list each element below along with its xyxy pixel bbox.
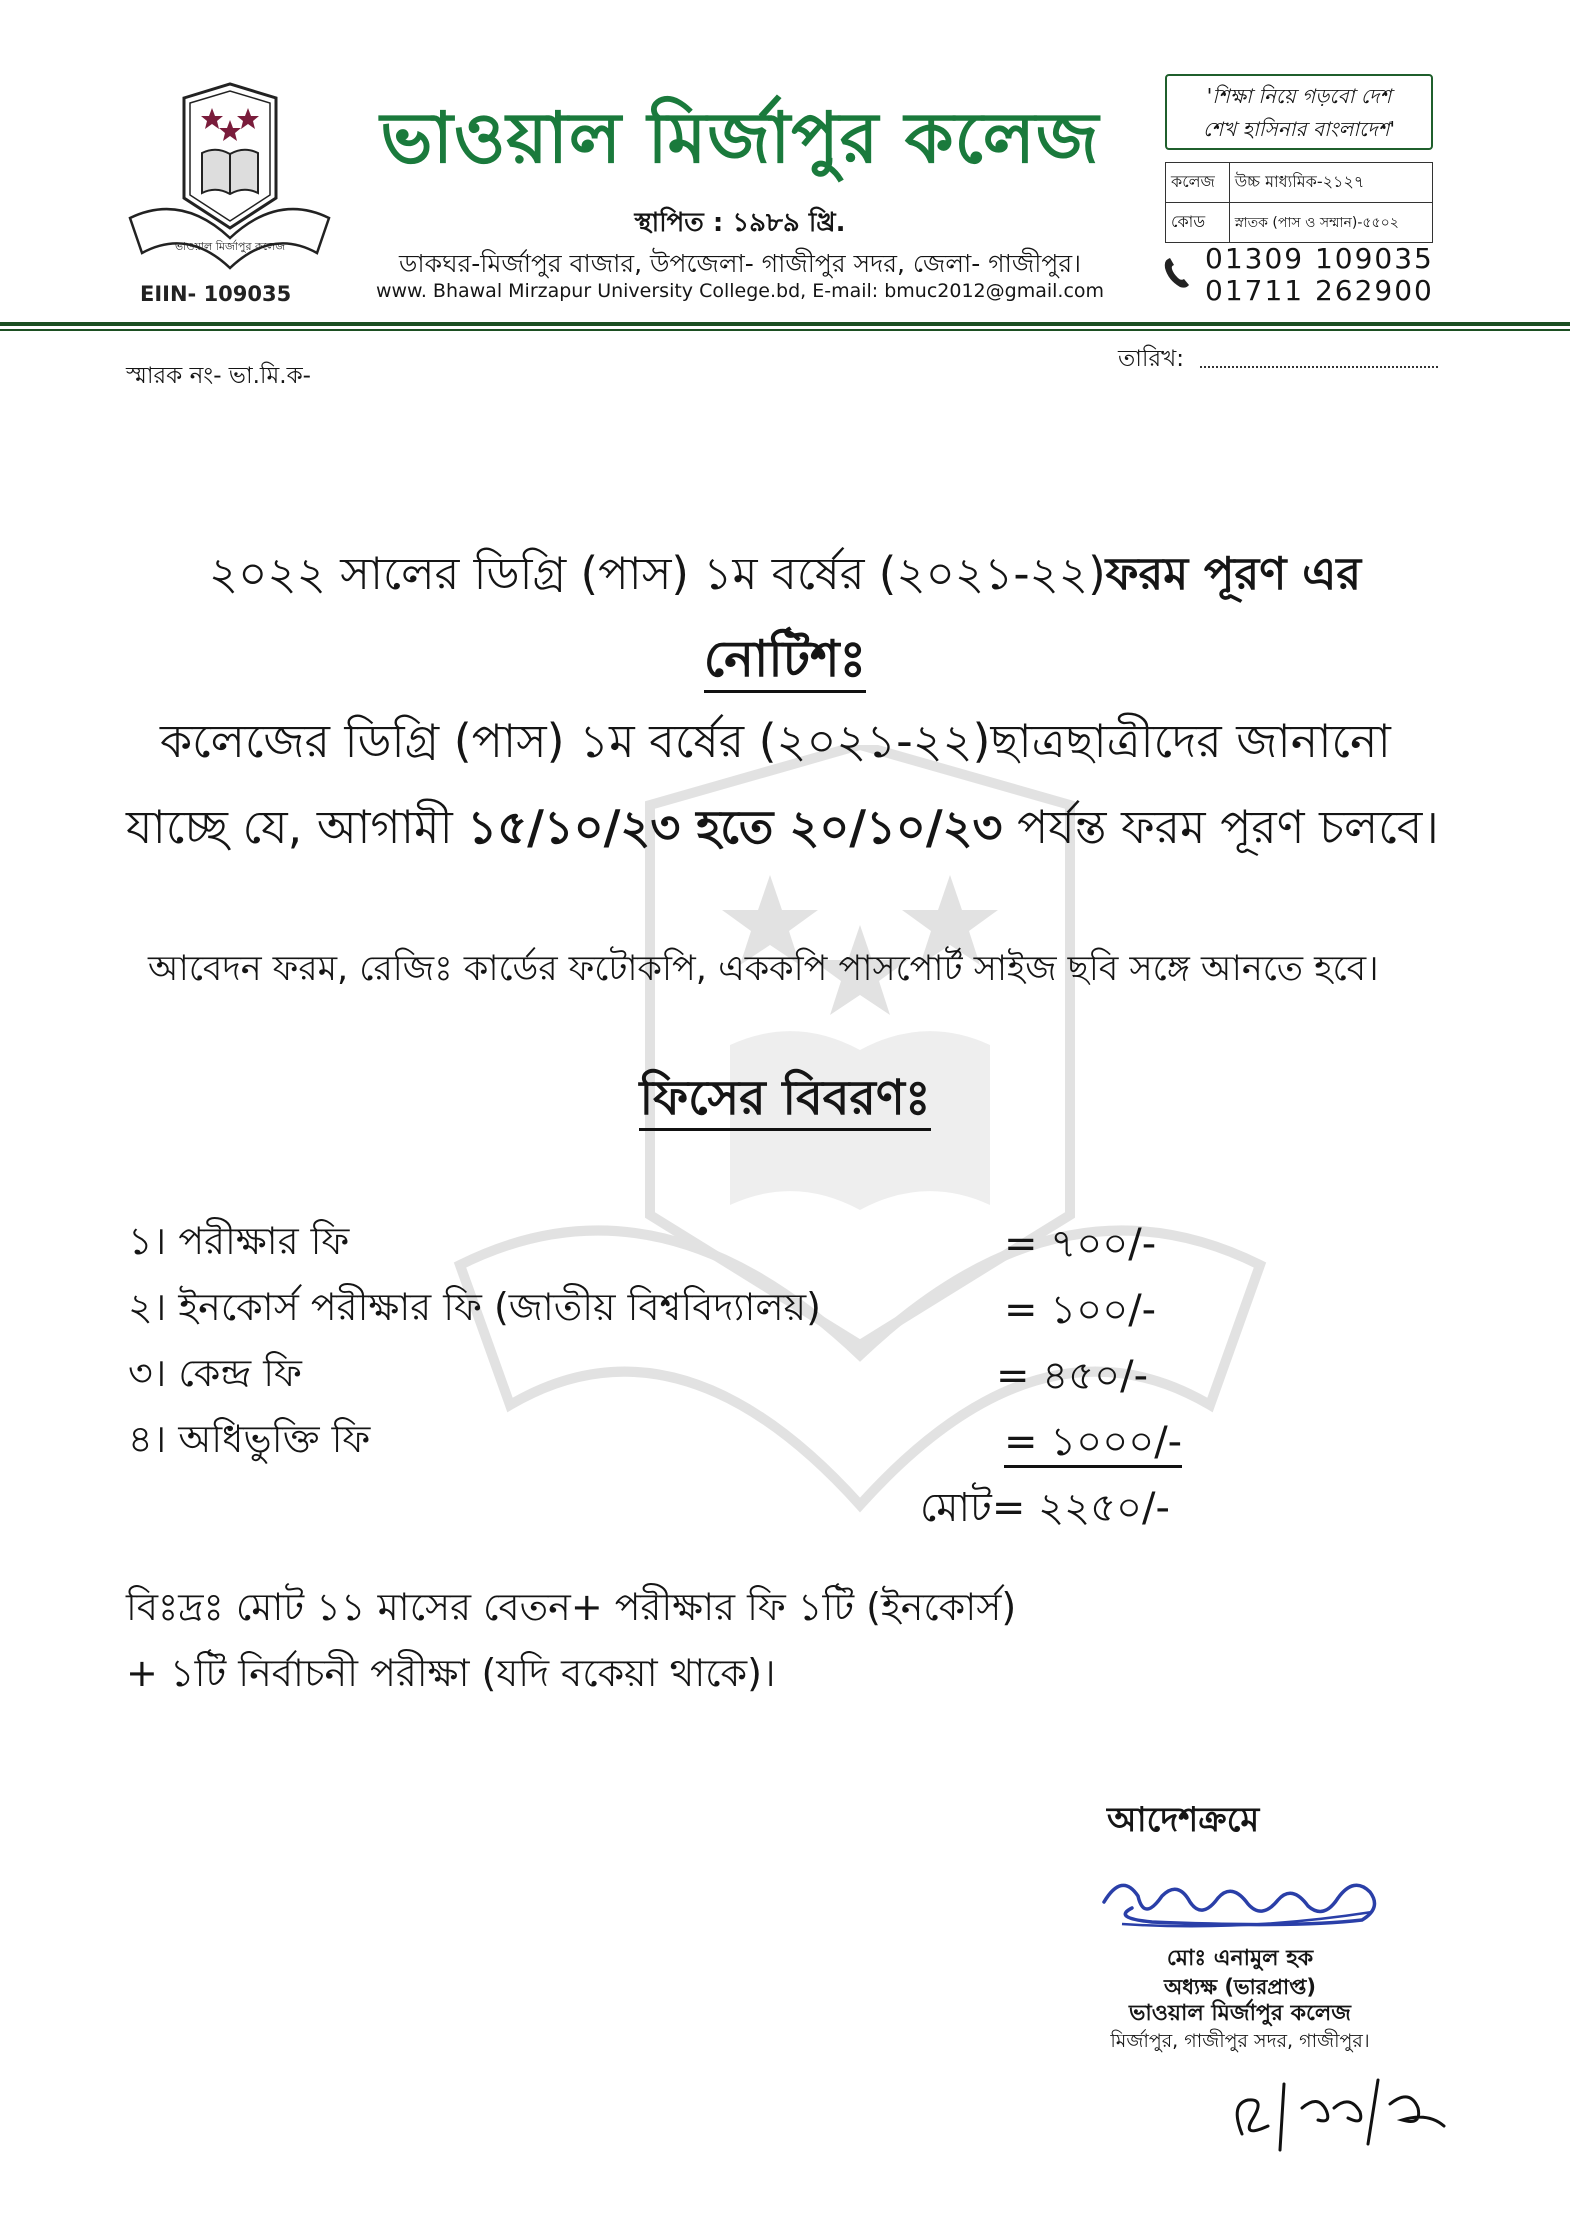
date-label: তারিখ:: [1118, 346, 1185, 372]
phone-2: 01711 262900: [1205, 274, 1434, 307]
phone-numbers: [1205, 243, 1434, 307]
established-year: স্থাপিত : ১৯৮৯ খ্রি.: [634, 208, 846, 238]
fee-item-amount: = ১০০/-: [1004, 1287, 1157, 1333]
notice-title-bold: ফরম পূরণ এর: [1105, 547, 1362, 600]
para1-date-range: ১৫/১০/২৩ হতে ২০/১০/২৩: [467, 800, 1003, 854]
handwritten-date: [1222, 2064, 1462, 2154]
by-order: আদেশক্রমে: [1107, 1800, 1260, 1840]
code-label-code: কোড: [1166, 203, 1230, 243]
signatory-name: মোঃ এনামুল হক: [1166, 1946, 1314, 1971]
phone-icon: [1162, 256, 1192, 290]
notice-title-normal: ২০২২ সালের ডিগ্রি (পাস) ১ম বর্ষের (২০২১-২২): [208, 547, 1106, 600]
para1-text-a: কলেজের ডিগ্রি (পাস) ১ম বর্ষের (২০২১-২২)ছাত্রছাত্রীদের জানানো যাচ্ছে যে, আগামী: [126, 714, 1391, 854]
handwritten-signature: [1092, 1862, 1392, 1942]
fee-item-label: ১। পরীক্ষার ফি: [128, 1219, 350, 1263]
fee-item-label: ৪। অধিভুক্তি ফি: [128, 1417, 371, 1461]
fee-item-label: ২। ইনকোর্স পরীক্ষার ফি (জাতীয় বিশ্ববিদ্যালয়): [128, 1285, 821, 1329]
college-logo: [122, 78, 337, 273]
footnote-line-1: বিঃদ্রঃ মোট ১১ মাসের বেতন+ পরীক্ষার ফি ১টি (ইনকোর্স): [126, 1585, 1017, 1629]
fee-item-amount-text: = ১০০০/-: [1004, 1419, 1182, 1468]
phone-1: 01309 109035: [1205, 242, 1434, 275]
signatory-address: মির্জাপুর, গাজীপুর সদর, গাজীপুর।: [1110, 2030, 1370, 2052]
fee-item-label: ৩। কেন্দ্র ফি: [128, 1351, 302, 1395]
signatory-college: ভাওয়াল মির্জাপুর কলেজ: [1129, 2001, 1351, 2026]
college-name: ভাওয়াল মির্জাপুর কলেজ: [380, 97, 1100, 179]
footnote-line-2: + ১টি নির্বাচনী পরীক্ষা (যদি বকেয়া থাকে)।: [126, 1651, 776, 1695]
code-degree: স্নাতক (পাস ও সম্মান)-৫৫০২: [1229, 203, 1432, 243]
notice-paragraph-2: আবেদন ফরম, রেজিঃ কার্ডের ফটোকপি, এককপি পাসপোর্ট সাইজ ছবি সঙ্গে আনতে হবে।: [148, 949, 1379, 989]
memo-number: স্মারক নং- ভা.মি.ক-: [126, 363, 311, 389]
signatory-title: অধ্যক্ষ (ভারপ্রাপ্ত): [1164, 1975, 1316, 1999]
notice-title: [80, 540, 1490, 615]
fee-heading-text: ফিসের বিবরণঃ: [639, 1070, 930, 1131]
college-address: ডাকঘর-মির্জাপুর বাজার, উপজেলা- গাজীপুর সদর, জেলা- গাজীপুর।: [398, 249, 1082, 278]
footnote: [126, 1574, 1426, 1706]
notice-heading-text: নোটিশঃ: [704, 630, 866, 693]
web-email: www. Bhawal Mirzapur University College.bd, E-mail: bmuc2012@gmail.com: [375, 280, 1105, 302]
college-code-table: [1165, 162, 1433, 243]
motto-line-2: শেখ হাসিনার বাংলাদেশ': [1203, 117, 1395, 141]
fee-total: মোট= ২২৫০/-: [920, 1485, 1170, 1531]
notice-heading: [0, 622, 1570, 705]
code-label-college: কলেজ: [1166, 163, 1230, 203]
code-hsc: উচ্চ মাধ্যমিক-২১২৭: [1229, 163, 1432, 203]
header-rule-thin: [0, 329, 1570, 331]
para1-text-c: পর্যন্ত ফরম পূরণ চলবে।: [1002, 800, 1439, 854]
fee-item-amount: = ৪৫০/-: [996, 1353, 1149, 1399]
eiin-number: EIIN- 109035: [140, 282, 292, 306]
header-rule-thick: [0, 322, 1570, 326]
notice-paragraph-1: [126, 698, 1466, 870]
fee-item-amount: = ৭০০/-: [1004, 1221, 1157, 1267]
svg-text:ভাওয়াল মির্জাপুর কলেজ: ভাওয়াল মির্জাপুর কলেজ: [174, 240, 286, 253]
motto-box: [1165, 74, 1433, 150]
motto-line-1: 'শিক্ষা নিয়ে গড়বো দেশ: [1206, 84, 1392, 108]
fee-heading: [0, 1062, 1570, 1141]
date-blank-line: [1200, 352, 1438, 368]
fee-item-amount: [1004, 1410, 1182, 1477]
